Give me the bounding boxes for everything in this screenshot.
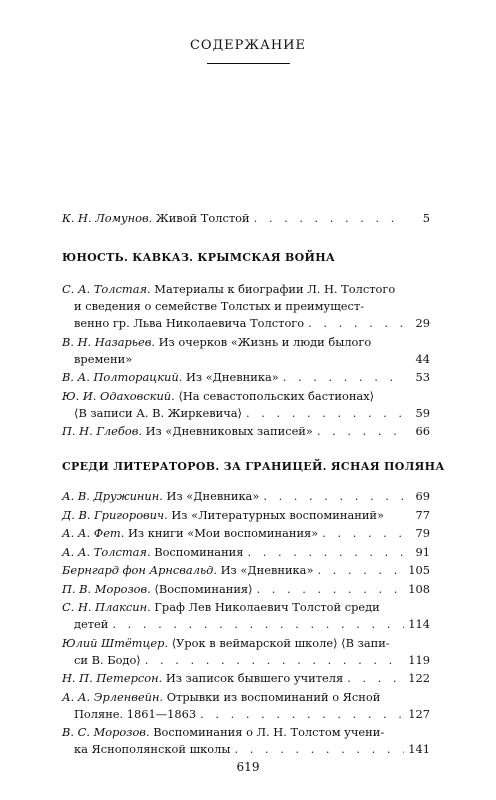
entry-page-number: 5 [422, 211, 430, 225]
entry-page-number: 122 [408, 671, 430, 685]
entry-page-number: 69 [415, 489, 430, 503]
dot-leader [347, 670, 404, 687]
entry-title-line: Из книги «Мои воспоминания» [127, 526, 319, 540]
entry-page-number: 91 [415, 544, 430, 559]
dot-leader [112, 616, 404, 633]
entry-author: А. А. Толстая. [62, 544, 151, 559]
dot-leader [308, 315, 404, 332]
toc-entry[interactable] [62, 670, 430, 687]
toc-entry[interactable] [62, 724, 430, 758]
toc-entry[interactable] [62, 210, 430, 227]
dot-leader [317, 562, 404, 579]
title-divider [207, 63, 290, 64]
dot-leader [246, 405, 404, 422]
dot-leader [254, 210, 404, 227]
entry-author: А. А. Эрленвейн. [62, 689, 164, 704]
entry-title-line: детей [74, 617, 109, 631]
toc-entry[interactable] [62, 581, 430, 598]
entry-title-line: Отрывки из воспоминаний о Ясной [166, 689, 381, 704]
dot-leader [322, 525, 404, 542]
entry-page-number: 114 [408, 617, 430, 631]
entry-page-number: 141 [408, 742, 430, 756]
entry-author: К. Н. Ломунов. [62, 211, 153, 225]
entry-author: В. А. Полторацкий. [62, 370, 183, 384]
entry-page-number: 119 [408, 652, 430, 667]
entry-title: Живой Толстой [155, 211, 250, 225]
entry-author: П. В. Морозов. [62, 581, 151, 596]
toc-entry[interactable] [62, 562, 430, 579]
entry-title-line: си В. Бодо⟩ [74, 652, 141, 667]
entry-title-line: Граф Лев Николаевич Толстой среди [154, 600, 380, 614]
dot-leader [145, 652, 404, 669]
dot-leader [283, 369, 404, 386]
entry-author: Бернгард фон Арнсвальд. [62, 563, 217, 577]
toc-section-1 [62, 281, 430, 442]
entry-title-line: Из «Дневника» [166, 489, 260, 503]
entry-title-line: Воспоминания о Л. Н. Толстом учени- [153, 725, 385, 739]
entry-page-number: 105 [408, 563, 430, 577]
entry-page-number: 79 [415, 526, 430, 540]
page-number: 619 [236, 760, 260, 774]
toc-intro [62, 210, 430, 229]
section-heading: ЮНОСТЬ. КАВКАЗ. КРЫМСКАЯ ВОЙНА [62, 251, 336, 264]
entry-title-line: Воспоминания [154, 544, 244, 559]
entry-author: А. А. Фет. [62, 526, 125, 540]
toc-entry[interactable] [62, 525, 430, 542]
entry-title-line: Из записок бывшего учителя [165, 671, 344, 685]
entry-page-number: 53 [415, 370, 430, 384]
dot-leader [263, 488, 404, 505]
entry-page-number: 77 [415, 507, 430, 522]
entry-author: В. С. Морозов. [62, 725, 150, 739]
entry-title-line: ⟨Воспоминания⟩ [154, 581, 253, 596]
entry-page-number: 127 [408, 706, 430, 721]
entry-author: П. Н. Глебов. [62, 424, 142, 438]
toc-entry[interactable] [62, 388, 430, 422]
entry-page-number: 66 [415, 424, 430, 438]
entry-title-line: ⟨В записи А. В. Жиркевича⟩ [74, 405, 243, 420]
entry-author: Ю. И. Одаховский. [62, 388, 175, 403]
section-heading: СРЕДИ ЛИТЕРАТОРОВ. ЗА ГРАНИЦЕЙ. ЯСНАЯ ПОЛЯНА [62, 460, 445, 473]
toc-entry[interactable] [62, 544, 430, 561]
entry-title-line: Поляне. 1861—1863 [74, 706, 197, 721]
toc-entry[interactable] [62, 689, 430, 723]
toc-entry[interactable] [62, 635, 430, 669]
entry-page-number: 44 [415, 351, 430, 366]
dot-leader [257, 581, 404, 598]
entry-title-line: Материалы к биографии Л. Н. Толстого [154, 282, 396, 296]
dot-leader [200, 706, 404, 723]
page-title: СОДЕРЖАНИЕ [189, 38, 307, 53]
entry-title-line: венно гр. Льва Николаевича Толстого [74, 316, 305, 330]
entry-page-number: 59 [415, 405, 430, 420]
entry-author: В. Н. Назарьев. [62, 334, 155, 349]
toc-entry[interactable] [62, 599, 430, 633]
entry-title-line: Из очерков «Жизнь и люди былого [158, 334, 372, 349]
entry-page-number: 108 [408, 581, 430, 596]
dot-leader [234, 741, 404, 758]
entry-author: Д. В. Григорович. [62, 507, 168, 522]
entry-title-line: Из «Дневника» [220, 563, 314, 577]
dot-leader [247, 544, 404, 561]
entry-title-line: Из «Дневника» [185, 370, 279, 384]
entry-title-line: ⟨На севастопольских бастионах⟩ [178, 388, 375, 403]
toc-entry[interactable] [62, 507, 430, 524]
entry-title-line: и сведения о семействе Толстых и преимущест- [74, 299, 365, 313]
entry-author: А. В. Дружинин. [62, 489, 163, 503]
entry-author: Юлий Штётцер. [62, 635, 169, 650]
toc-section-2 [62, 488, 430, 760]
entry-title-line: ка Яснополянской школы [74, 742, 231, 756]
toc-entry[interactable] [62, 281, 430, 332]
toc-entry[interactable] [62, 488, 430, 505]
entry-title-line: Из «Дневниковых записей» [145, 424, 313, 438]
entry-author: С. Н. Плаксин. [62, 600, 151, 614]
toc-entry[interactable] [62, 369, 430, 386]
entry-author: С. А. Толстая. [62, 282, 151, 296]
entry-title-line: времени» [74, 351, 133, 366]
entry-title-line: Из «Литературных воспоминаний» [171, 507, 384, 522]
entry-author: Н. П. Петерсон. [62, 671, 163, 685]
dot-leader [317, 423, 404, 440]
toc-entry[interactable] [62, 423, 430, 440]
entry-page-number: 29 [415, 316, 430, 330]
entry-title-line: ⟨Урок в веймарской школе⟩ ⟨В запи- [171, 635, 390, 650]
toc-entry[interactable] [62, 334, 430, 368]
